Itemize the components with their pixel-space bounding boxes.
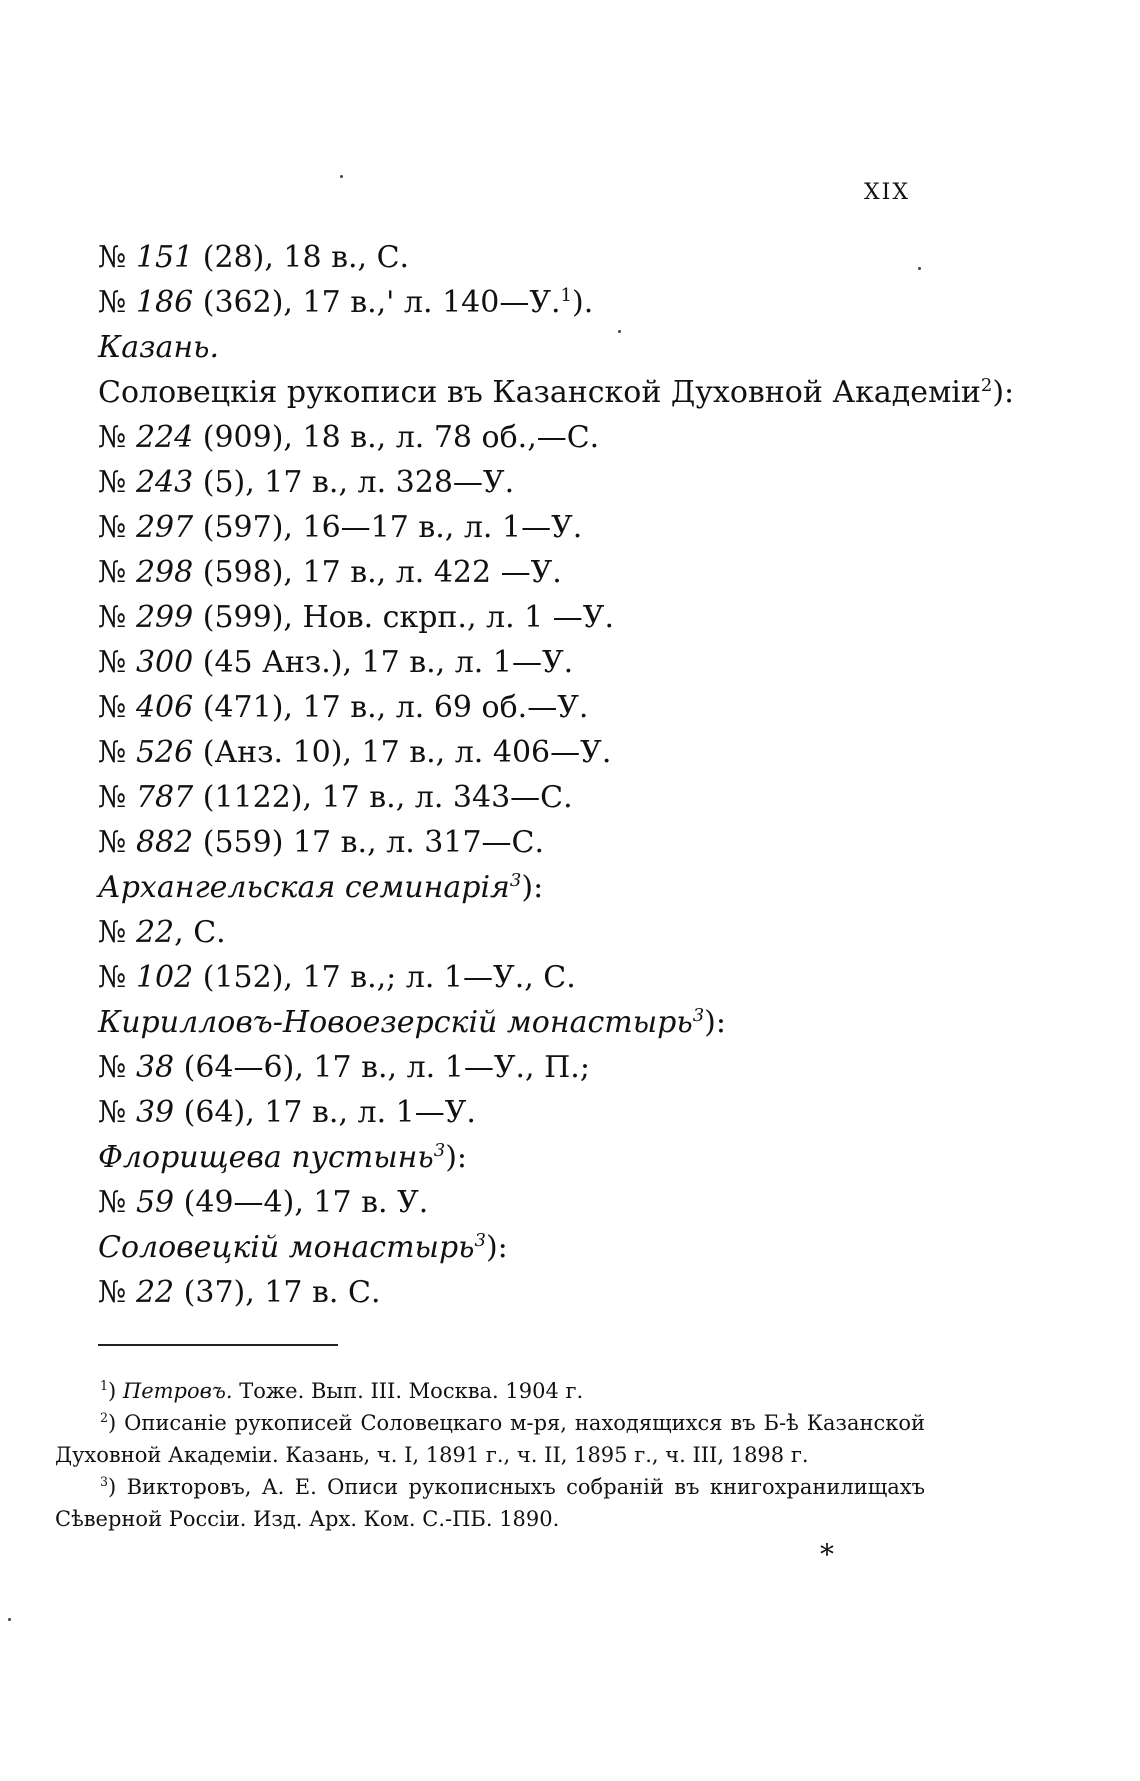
list-item: № 186 (362), 17 в.,' л. 140—У.$^1$). bbox=[98, 285, 594, 320]
list-item: № 243 (5), 17 в., л. 328—У. bbox=[98, 465, 515, 500]
footnotes bbox=[55, 1375, 925, 1535]
page-number: XIX bbox=[863, 180, 910, 205]
section-heading-kazan: Казань. bbox=[98, 330, 219, 365]
list-item: № 224 (909), 18 в., л. 78 об.,—С. bbox=[98, 420, 600, 455]
footnote-rule bbox=[98, 1344, 338, 1346]
section-heading-solovetsky: Соловецкій монастырь$^3$): bbox=[98, 1230, 508, 1265]
list-item: № 22, С. bbox=[98, 915, 226, 950]
list-item: № 787 (1122), 17 в., л. 343—С. bbox=[98, 780, 573, 815]
list-item: № 300 (45 Анз.), 17 в., л. 1—У. bbox=[98, 645, 574, 680]
list-item: № 22 (37), 17 в. С. bbox=[98, 1275, 381, 1310]
list-item: № 297 (597), 16—17 в., л. 1—У. bbox=[98, 510, 583, 545]
footnote-3: $^3$) Викторовъ, А. Е. Описи рукописныхъ собраній въ книгохранилищахъ Сѣверной Россіи. Изд. Арх. Ком. С.-ПБ. 1890. bbox=[55, 1474, 925, 1531]
section-heading-kirillov: Кирилловъ-Новоезерскій монастырь$^3$): bbox=[98, 1005, 726, 1040]
list-item: № 298 (598), 17 в., л. 422 —У. bbox=[98, 555, 562, 590]
list-item: № 102 (152), 17 в.,; л. 1—У., С. bbox=[98, 960, 576, 995]
manuscript-list bbox=[98, 235, 1015, 1315]
list-item: № 526 (Анз. 10), 17 в., л. 406—У. bbox=[98, 735, 612, 770]
section-heading-florishcheva: Флорищева пустынь$^3$): bbox=[98, 1140, 468, 1175]
footnote-1: $^1$) Петровъ. Тоже. Вып. III. Москва. 1904 г. bbox=[100, 1378, 584, 1403]
list-item: № 882 (559) 17 в., л. 317—С. bbox=[98, 825, 545, 860]
footnote-2: $^2$) Описаніе рукописей Соловецкаго м-ря, находящихся въ Б-ѣ Казанской Духовной Академіи. Казань, ч. I, 1891 г., ч. II, 1895 г., ч. III, 1898 г. bbox=[55, 1410, 925, 1467]
list-item: № 151 (28), 18 в., С. bbox=[98, 240, 410, 275]
speck-mark bbox=[918, 267, 921, 270]
speck-mark bbox=[340, 175, 343, 178]
end-asterisk: * bbox=[820, 1538, 834, 1571]
list-item: № 59 (49—4), 17 в. У. bbox=[98, 1185, 429, 1220]
speck-mark bbox=[8, 1618, 11, 1621]
list-item: № 38 (64—6), 17 в., л. 1—У., П.; bbox=[98, 1050, 590, 1085]
section-heading-solovki-kazan: Соловецкія рукописи въ Казанской Духовной Академіи$^2$): bbox=[98, 375, 1015, 410]
section-heading-arkhangelsk: Архангельская семинарія$^3$): bbox=[98, 870, 544, 905]
speck-mark bbox=[618, 330, 621, 333]
list-item: № 406 (471), 17 в., л. 69 об.—У. bbox=[98, 690, 589, 725]
list-item: № 39 (64), 17 в., л. 1—У. bbox=[98, 1095, 476, 1130]
list-item: № 299 (599), Нов. скрп., л. 1 —У. bbox=[98, 600, 614, 635]
